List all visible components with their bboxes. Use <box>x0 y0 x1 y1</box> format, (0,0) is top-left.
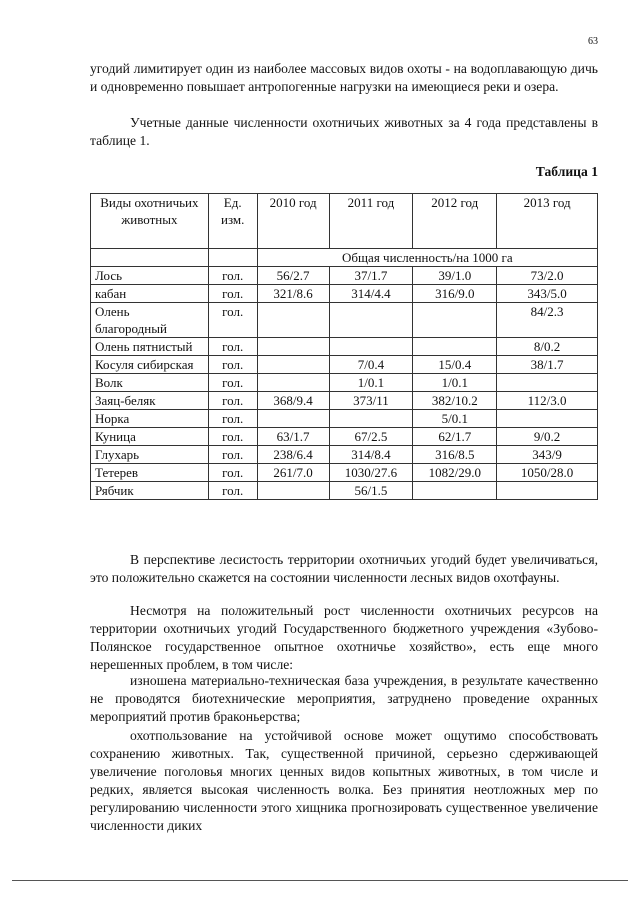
cell-y2012: 39/1.0 <box>413 267 497 285</box>
cell-y2011: 1/0.1 <box>329 374 413 392</box>
cell-y2010: 63/1.7 <box>257 428 329 446</box>
table-row <box>91 410 598 428</box>
cell-y2013: 343/9 <box>497 446 598 464</box>
table-row <box>91 356 598 374</box>
cell-y2012: 316/8.5 <box>413 446 497 464</box>
cell-y2012: 316/9.0 <box>413 285 497 303</box>
cell-y2012: 1/0.1 <box>413 374 497 392</box>
header-2012: 2012 год <box>413 194 497 249</box>
header-2013: 2013 год <box>497 194 598 249</box>
cell-unit: гол. <box>208 428 257 446</box>
cell-y2011: 314/8.4 <box>329 446 413 464</box>
cell-species: Заяц-беляк <box>91 392 209 410</box>
cell-unit: гол. <box>208 303 257 338</box>
cell-species: Глухарь <box>91 446 209 464</box>
cell-y2013: 1050/28.0 <box>497 464 598 482</box>
footer-rule <box>12 880 628 881</box>
cell-species: Олень пятнистый <box>91 338 209 356</box>
page-number: 63 <box>588 36 598 47</box>
cell-y2010: 261/7.0 <box>257 464 329 482</box>
cell-species: Куница <box>91 428 209 446</box>
table-row <box>91 446 598 464</box>
cell-y2011: 1030/27.6 <box>329 464 413 482</box>
cell-y2013: 8/0.2 <box>497 338 598 356</box>
cell-y2011: 67/2.5 <box>329 428 413 446</box>
cell-y2012 <box>413 303 497 338</box>
cell-species: Тетерев <box>91 464 209 482</box>
cell-species: Норка <box>91 410 209 428</box>
cell-unit: гол. <box>208 267 257 285</box>
paragraph-intro: угодий лимитирует один из наиболее массовых видов охоты - на водоплавающую дичь и одновременно повышает антропогенные нагрузки на имеющиеся реки и озера. <box>90 61 598 94</box>
cell-y2013: 9/0.2 <box>497 428 598 446</box>
cell-unit: гол. <box>208 356 257 374</box>
wildlife-count-table <box>90 193 598 500</box>
cell-y2013: 84/2.3 <box>497 303 598 338</box>
cell-y2010: 56/2.7 <box>257 267 329 285</box>
paragraph-problems-intro: Несмотря на положительный рост численности охотничьих ресурсов на территории охотничьих угодий Государственного бюджетного учреждения «Зубово-Полянское государственное опытное охотничье хозяйство», есть еще много нерешенных проблем, в том числе: <box>90 603 598 672</box>
cell-y2010 <box>257 338 329 356</box>
cell-y2011: 37/1.7 <box>329 267 413 285</box>
cell-y2013: 38/1.7 <box>497 356 598 374</box>
cell-y2011: 56/1.5 <box>329 482 413 500</box>
cell-species: Волк <box>91 374 209 392</box>
cell-y2013: 112/3.0 <box>497 392 598 410</box>
cell-unit: гол. <box>208 482 257 500</box>
cell-y2011: 7/0.4 <box>329 356 413 374</box>
cell-y2012 <box>413 338 497 356</box>
header-2010: 2010 год <box>257 194 329 249</box>
cell-unit: гол. <box>208 392 257 410</box>
cell-y2010 <box>257 356 329 374</box>
cell-y2012: 62/1.7 <box>413 428 497 446</box>
table-row <box>91 303 598 338</box>
table-row <box>91 267 598 285</box>
cell-y2010 <box>257 374 329 392</box>
cell-species: кабан <box>91 285 209 303</box>
table-subheader-row <box>91 249 598 267</box>
cell-y2010: 238/6.4 <box>257 446 329 464</box>
cell-y2012: 1082/29.0 <box>413 464 497 482</box>
table-row <box>91 464 598 482</box>
table-row <box>91 392 598 410</box>
paragraph-table-reference: Учетные данные численности охотничьих животных за 4 года представлены в таблице 1. <box>90 115 598 148</box>
cell-y2010: 321/8.6 <box>257 285 329 303</box>
cell-y2010 <box>257 482 329 500</box>
cell-y2011 <box>329 303 413 338</box>
header-unit: Ед. изм. <box>208 194 257 249</box>
cell-y2011: 314/4.4 <box>329 285 413 303</box>
cell-species: Рябчик <box>91 482 209 500</box>
cell-unit: гол. <box>208 464 257 482</box>
cell-y2010 <box>257 410 329 428</box>
cell-y2010: 368/9.4 <box>257 392 329 410</box>
header-2011: 2011 год <box>329 194 413 249</box>
cell-y2013 <box>497 482 598 500</box>
cell-unit: гол. <box>208 285 257 303</box>
cell-y2011: 373/11 <box>329 392 413 410</box>
cell-y2011 <box>329 410 413 428</box>
cell-y2010 <box>257 303 329 338</box>
cell-y2013 <box>497 374 598 392</box>
cell-y2012 <box>413 482 497 500</box>
cell-y2013: 73/2.0 <box>497 267 598 285</box>
cell-y2012: 15/0.4 <box>413 356 497 374</box>
cell-y2011 <box>329 338 413 356</box>
cell-y2013 <box>497 410 598 428</box>
table-row <box>91 285 598 303</box>
cell-y2013: 343/5.0 <box>497 285 598 303</box>
cell-unit: гол. <box>208 338 257 356</box>
cell-unit: гол. <box>208 374 257 392</box>
cell-unit: гол. <box>208 446 257 464</box>
cell-species: Олень благородный <box>91 303 209 338</box>
table-row <box>91 338 598 356</box>
cell-unit: гол. <box>208 410 257 428</box>
paragraph-forest-outlook: В перспективе лесистость территории охотничьих угодий будет увеличиваться, это положительно скажется на состоянии численности лесных видов охотфауны. <box>90 552 598 585</box>
cell-y2012: 382/10.2 <box>413 392 497 410</box>
table-row <box>91 482 598 500</box>
subheader-total-count: Общая численность/на 1000 га <box>257 249 597 267</box>
table-header-row <box>91 194 598 249</box>
paragraph-problem-equipment: изношена материально-техническая база учреждения, в результате качественно не проводятся биотехнические мероприятия, затруднено проведение охранных мероприятий против браконьерства; <box>90 673 598 724</box>
cell-y2012: 5/0.1 <box>413 410 497 428</box>
table-title: Таблица 1 <box>535 164 598 179</box>
paragraph-problem-wolves: охотпользование на устойчивой основе может ощутимо способствовать сохранению животных. Так, существенной причиной, серьезно сдерживающей увеличение поголовья многих ценных видов копытных животных, в том числе и редких, является высокая численность волка. Без принятия неотложных мер по регулированию численности этого хищника прогнозировать существенное увеличение численности диких <box>90 728 598 833</box>
table-row <box>91 428 598 446</box>
header-species: Виды охотничьих животных <box>91 194 209 249</box>
cell-species: Косуля сибирская <box>91 356 209 374</box>
table-row <box>91 374 598 392</box>
cell-species: Лось <box>91 267 209 285</box>
